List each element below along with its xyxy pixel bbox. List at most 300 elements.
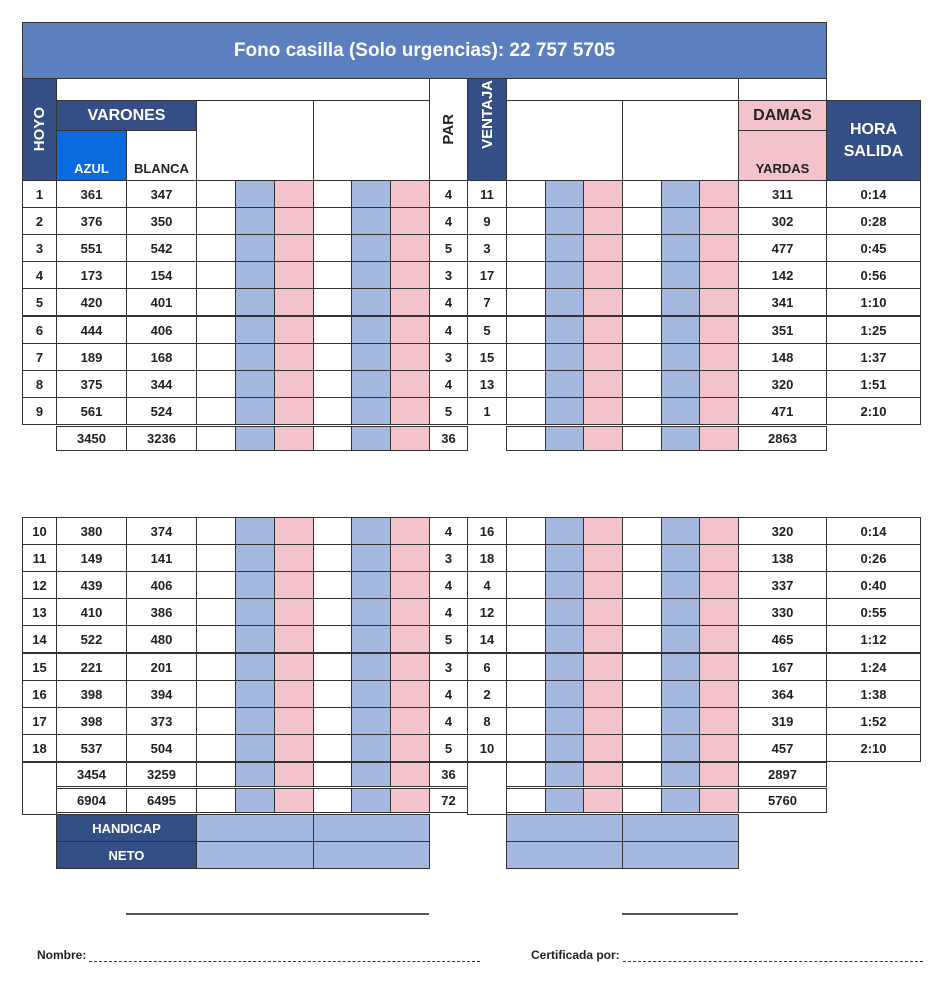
score-cell[interactable] <box>583 180 623 208</box>
score-cell[interactable] <box>235 653 275 681</box>
score-cell[interactable] <box>622 571 662 599</box>
score-cell[interactable] <box>661 598 700 626</box>
score-cell[interactable] <box>699 234 739 262</box>
nombre-field-line[interactable] <box>89 953 480 962</box>
score-cell[interactable] <box>235 517 275 545</box>
score-cell[interactable] <box>506 261 546 289</box>
par-value: 4 <box>429 707 468 735</box>
score-cell[interactable] <box>506 653 546 681</box>
score-cell[interactable] <box>351 426 391 451</box>
score-cell[interactable] <box>506 180 546 208</box>
score-cell[interactable] <box>699 734 739 762</box>
signature-line-player[interactable] <box>126 913 429 915</box>
handicap-cell[interactable] <box>196 814 314 842</box>
header-hoyo <box>22 78 57 181</box>
score-cell[interactable] <box>699 207 739 235</box>
score-cell[interactable] <box>351 261 391 289</box>
score-cell[interactable] <box>699 397 739 425</box>
score-cell[interactable] <box>235 207 275 235</box>
score-cell[interactable] <box>622 707 662 735</box>
score-cell[interactable] <box>313 598 352 626</box>
total-blanca: 6495 <box>126 788 197 813</box>
score-cell[interactable] <box>699 426 739 451</box>
score-cell[interactable] <box>235 261 275 289</box>
score-cell[interactable] <box>622 370 662 398</box>
score-cell[interactable] <box>661 680 700 708</box>
score-cell[interactable] <box>235 598 275 626</box>
score-cell[interactable] <box>390 517 430 545</box>
score-cell[interactable] <box>583 343 623 371</box>
yardage-damas: 471 <box>738 397 827 425</box>
hora-salida: 0:55 <box>826 598 921 626</box>
score-cell[interactable] <box>506 207 546 235</box>
certificada-field-line[interactable] <box>623 953 923 962</box>
score-cell[interactable] <box>506 762 546 787</box>
score-cell[interactable] <box>661 288 700 316</box>
score-cell[interactable] <box>583 653 623 681</box>
score-cell[interactable] <box>699 762 739 787</box>
score-cell[interactable] <box>274 544 314 572</box>
score-cell[interactable] <box>390 343 430 371</box>
score-cell[interactable] <box>235 234 275 262</box>
score-cell[interactable] <box>313 625 352 653</box>
yardage-azul: 410 <box>56 598 127 626</box>
score-cell[interactable] <box>313 370 352 398</box>
score-cell[interactable] <box>313 426 352 451</box>
score-cell[interactable] <box>235 571 275 599</box>
score-cell[interactable] <box>661 734 700 762</box>
score-cell[interactable] <box>351 762 391 787</box>
score-cell[interactable] <box>351 653 391 681</box>
score-cell[interactable] <box>699 788 739 813</box>
score-cell[interactable] <box>196 653 236 681</box>
score-cell[interactable] <box>313 517 352 545</box>
score-cell[interactable] <box>622 517 662 545</box>
score-cell[interactable] <box>583 680 623 708</box>
score-cell[interactable] <box>235 343 275 371</box>
score-cell[interactable] <box>583 707 623 735</box>
score-cell[interactable] <box>351 343 391 371</box>
nombre-field-label: Nombre: <box>37 948 87 962</box>
score-cell[interactable] <box>699 544 739 572</box>
player-name-row-right[interactable] <box>506 78 739 101</box>
score-cell[interactable] <box>196 517 236 545</box>
score-cell[interactable] <box>274 680 314 708</box>
score-cell[interactable] <box>545 370 584 398</box>
score-cell[interactable] <box>390 653 430 681</box>
score-cell[interactable] <box>274 234 314 262</box>
score-cell[interactable] <box>622 625 662 653</box>
score-cell[interactable] <box>545 316 584 344</box>
score-cell[interactable] <box>313 680 352 708</box>
score-cell[interactable] <box>313 288 352 316</box>
score-cell[interactable] <box>699 517 739 545</box>
score-cell[interactable] <box>545 653 584 681</box>
total-damas: 2863 <box>738 426 827 451</box>
score-cell[interactable] <box>545 598 584 626</box>
score-cell[interactable] <box>274 788 314 813</box>
score-cell[interactable] <box>313 343 352 371</box>
score-cell[interactable] <box>274 762 314 787</box>
score-cell[interactable] <box>351 734 391 762</box>
score-cell[interactable] <box>545 397 584 425</box>
score-cell[interactable] <box>196 788 236 813</box>
score-cell[interactable] <box>351 180 391 208</box>
score-cell[interactable] <box>274 517 314 545</box>
score-cell[interactable] <box>390 397 430 425</box>
score-cell[interactable] <box>196 544 236 572</box>
score-cell[interactable] <box>196 625 236 653</box>
score-cell[interactable] <box>235 316 275 344</box>
score-cell[interactable] <box>622 234 662 262</box>
score-cell[interactable] <box>583 261 623 289</box>
score-cell[interactable] <box>545 517 584 545</box>
score-cell[interactable] <box>583 234 623 262</box>
yardage-blanca: 350 <box>126 207 197 235</box>
score-cell[interactable] <box>351 707 391 735</box>
score-cell[interactable] <box>274 734 314 762</box>
score-cell[interactable] <box>274 707 314 735</box>
score-cell[interactable] <box>196 598 236 626</box>
score-cell[interactable] <box>196 288 236 316</box>
ventaja-value: 12 <box>467 598 507 626</box>
score-cell[interactable] <box>699 625 739 653</box>
score-cell[interactable] <box>274 316 314 344</box>
score-cell[interactable] <box>351 370 391 398</box>
score-cell[interactable] <box>274 397 314 425</box>
score-cell[interactable] <box>622 426 662 451</box>
score-cell[interactable] <box>583 762 623 787</box>
score-cell[interactable] <box>506 625 546 653</box>
score-cell[interactable] <box>699 316 739 344</box>
score-cell[interactable] <box>506 234 546 262</box>
score-cell[interactable] <box>274 426 314 451</box>
score-cell[interactable] <box>661 397 700 425</box>
score-cell[interactable] <box>235 426 275 451</box>
score-cell[interactable] <box>545 625 584 653</box>
score-cell[interactable] <box>390 762 430 787</box>
score-cell[interactable] <box>351 316 391 344</box>
score-cell[interactable] <box>506 397 546 425</box>
nombre-field[interactable] <box>37 948 480 962</box>
score-cell[interactable] <box>545 343 584 371</box>
score-cell[interactable] <box>583 598 623 626</box>
score-cell[interactable] <box>313 316 352 344</box>
score-cell[interactable] <box>196 397 236 425</box>
score-cell[interactable] <box>390 680 430 708</box>
score-cell[interactable] <box>274 207 314 235</box>
score-cell[interactable] <box>313 762 352 787</box>
score-cell[interactable] <box>351 544 391 572</box>
score-cell[interactable] <box>506 598 546 626</box>
score-cell[interactable] <box>583 316 623 344</box>
title-banner: Fono casilla (Solo urgencias): 22 757 5705 <box>22 22 827 79</box>
score-cell[interactable] <box>583 397 623 425</box>
score-cell[interactable] <box>351 680 391 708</box>
score-cell[interactable] <box>622 680 662 708</box>
score-cell[interactable] <box>390 207 430 235</box>
score-cell[interactable] <box>196 261 236 289</box>
score-cell[interactable] <box>545 288 584 316</box>
score-cell[interactable] <box>390 370 430 398</box>
score-cell[interactable] <box>313 788 352 813</box>
score-cell[interactable] <box>661 788 700 813</box>
score-cell[interactable] <box>622 261 662 289</box>
handicap-cell[interactable] <box>506 814 623 842</box>
score-cell[interactable] <box>235 544 275 572</box>
score-cell[interactable] <box>390 734 430 762</box>
score-cell[interactable] <box>274 370 314 398</box>
score-cell[interactable] <box>699 680 739 708</box>
score-cell[interactable] <box>196 180 236 208</box>
score-cell[interactable] <box>196 734 236 762</box>
score-cell[interactable] <box>196 234 236 262</box>
score-cell[interactable] <box>506 517 546 545</box>
score-cell[interactable] <box>196 426 236 451</box>
score-cell[interactable] <box>506 788 546 813</box>
score-cell[interactable] <box>235 397 275 425</box>
score-cell[interactable] <box>390 316 430 344</box>
score-cell[interactable] <box>622 653 662 681</box>
score-cell[interactable] <box>235 762 275 787</box>
score-cell[interactable] <box>506 734 546 762</box>
score-cell[interactable] <box>313 653 352 681</box>
score-cell[interactable] <box>196 707 236 735</box>
score-cell[interactable] <box>274 343 314 371</box>
total-par: 36 <box>429 426 468 451</box>
score-cell[interactable] <box>661 653 700 681</box>
ventaja-label: VENTAJA <box>478 80 496 149</box>
score-cell[interactable] <box>699 707 739 735</box>
yardage-damas: 465 <box>738 625 827 653</box>
score-cell[interactable] <box>699 343 739 371</box>
score-cell[interactable] <box>274 598 314 626</box>
score-cell[interactable] <box>351 517 391 545</box>
score-cell[interactable] <box>351 207 391 235</box>
score-cell[interactable] <box>390 544 430 572</box>
player-name-row-left[interactable] <box>56 78 430 101</box>
score-cell[interactable] <box>583 544 623 572</box>
score-cell[interactable] <box>390 234 430 262</box>
score-cell[interactable] <box>545 426 584 451</box>
score-cell[interactable] <box>583 426 623 451</box>
yardage-blanca: 504 <box>126 734 197 762</box>
score-cell[interactable] <box>545 571 584 599</box>
score-cell[interactable] <box>390 707 430 735</box>
score-cell[interactable] <box>274 625 314 653</box>
score-cell[interactable] <box>351 625 391 653</box>
score-cell[interactable] <box>196 343 236 371</box>
score-cell[interactable] <box>661 571 700 599</box>
score-cell[interactable] <box>661 544 700 572</box>
score-cell[interactable] <box>274 571 314 599</box>
score-cell[interactable] <box>661 180 700 208</box>
score-cell[interactable] <box>583 288 623 316</box>
player-3-header[interactable] <box>506 100 623 181</box>
score-cell[interactable] <box>506 288 546 316</box>
neto-cell[interactable] <box>506 841 623 869</box>
score-cell[interactable] <box>661 517 700 545</box>
certificada-field[interactable] <box>531 948 923 962</box>
score-cell[interactable] <box>313 397 352 425</box>
score-cell[interactable] <box>506 571 546 599</box>
score-cell[interactable] <box>313 571 352 599</box>
score-cell[interactable] <box>274 288 314 316</box>
score-cell[interactable] <box>351 288 391 316</box>
score-cell[interactable] <box>545 788 584 813</box>
score-cell[interactable] <box>390 180 430 208</box>
damas-top-blank <box>738 78 827 101</box>
score-cell[interactable] <box>235 288 275 316</box>
score-cell[interactable] <box>235 707 275 735</box>
score-cell[interactable] <box>274 180 314 208</box>
score-cell[interactable] <box>506 316 546 344</box>
score-cell[interactable] <box>235 788 275 813</box>
neto-cell[interactable] <box>622 841 739 869</box>
handicap-cell[interactable] <box>313 814 430 842</box>
score-cell[interactable] <box>313 180 352 208</box>
score-cell[interactable] <box>545 207 584 235</box>
score-cell[interactable] <box>196 316 236 344</box>
score-cell[interactable] <box>506 370 546 398</box>
score-cell[interactable] <box>661 707 700 735</box>
score-cell[interactable] <box>545 234 584 262</box>
score-cell[interactable] <box>622 598 662 626</box>
par-value: 5 <box>429 734 468 762</box>
score-cell[interactable] <box>583 370 623 398</box>
score-cell[interactable] <box>506 343 546 371</box>
score-cell[interactable] <box>545 680 584 708</box>
score-cell[interactable] <box>313 707 352 735</box>
score-cell[interactable] <box>622 544 662 572</box>
score-cell[interactable] <box>235 680 275 708</box>
score-cell[interactable] <box>583 571 623 599</box>
score-cell[interactable] <box>583 517 623 545</box>
score-cell[interactable] <box>545 261 584 289</box>
score-cell[interactable] <box>351 598 391 626</box>
score-cell[interactable] <box>661 316 700 344</box>
yardage-blanca: 524 <box>126 397 197 425</box>
score-cell[interactable] <box>235 734 275 762</box>
signature-line-certifier[interactable] <box>622 913 738 915</box>
par-value: 4 <box>429 680 468 708</box>
score-cell[interactable] <box>545 544 584 572</box>
neto-cell[interactable] <box>313 841 430 869</box>
hora-salida: 0:40 <box>826 571 921 599</box>
score-cell[interactable] <box>661 207 700 235</box>
score-cell[interactable] <box>313 261 352 289</box>
score-cell[interactable] <box>390 288 430 316</box>
score-cell[interactable] <box>196 571 236 599</box>
score-cell[interactable] <box>583 207 623 235</box>
player-4-header[interactable] <box>622 100 739 181</box>
score-cell[interactable] <box>235 180 275 208</box>
score-cell[interactable] <box>235 370 275 398</box>
score-cell[interactable] <box>583 625 623 653</box>
yardage-blanca: 373 <box>126 707 197 735</box>
total-par: 72 <box>429 788 468 813</box>
score-cell[interactable] <box>699 288 739 316</box>
score-cell[interactable] <box>622 397 662 425</box>
hole-number: 7 <box>22 343 57 371</box>
score-cell[interactable] <box>545 707 584 735</box>
score-cell[interactable] <box>274 653 314 681</box>
score-cell[interactable] <box>699 598 739 626</box>
score-cell[interactable] <box>196 207 236 235</box>
score-cell[interactable] <box>545 180 584 208</box>
score-cell[interactable] <box>390 261 430 289</box>
score-cell[interactable] <box>506 680 546 708</box>
score-cell[interactable] <box>622 762 662 787</box>
score-cell[interactable] <box>506 707 546 735</box>
score-cell[interactable] <box>351 788 391 813</box>
score-cell[interactable] <box>506 544 546 572</box>
score-cell[interactable] <box>313 207 352 235</box>
score-cell[interactable] <box>313 544 352 572</box>
score-cell[interactable] <box>699 370 739 398</box>
score-cell[interactable] <box>661 762 700 787</box>
score-cell[interactable] <box>661 370 700 398</box>
player-2-header[interactable] <box>313 100 430 181</box>
score-cell[interactable] <box>583 788 623 813</box>
score-cell[interactable] <box>545 762 584 787</box>
handicap-cell[interactable] <box>622 814 739 842</box>
hole-number: 1 <box>22 180 57 208</box>
score-cell[interactable] <box>545 734 584 762</box>
score-cell[interactable] <box>390 598 430 626</box>
score-cell[interactable] <box>622 316 662 344</box>
score-cell[interactable] <box>661 234 700 262</box>
score-cell[interactable] <box>583 734 623 762</box>
score-cell[interactable] <box>274 261 314 289</box>
score-cell[interactable] <box>390 571 430 599</box>
score-cell[interactable] <box>622 788 662 813</box>
score-cell[interactable] <box>196 680 236 708</box>
yardage-damas: 364 <box>738 680 827 708</box>
score-cell[interactable] <box>699 571 739 599</box>
score-cell[interactable] <box>313 234 352 262</box>
score-cell[interactable] <box>661 625 700 653</box>
score-cell[interactable] <box>351 571 391 599</box>
hora-salida: 1:12 <box>826 625 921 653</box>
score-cell[interactable] <box>196 370 236 398</box>
yardage-damas: 142 <box>738 261 827 289</box>
score-cell[interactable] <box>699 261 739 289</box>
score-cell[interactable] <box>622 180 662 208</box>
neto-cell[interactable] <box>196 841 314 869</box>
score-cell[interactable] <box>661 426 700 451</box>
score-cell[interactable] <box>351 397 391 425</box>
score-cell[interactable] <box>506 426 546 451</box>
yardage-damas: 311 <box>738 180 827 208</box>
score-cell[interactable] <box>390 426 430 451</box>
player-1-header[interactable] <box>196 100 314 181</box>
score-cell[interactable] <box>622 288 662 316</box>
score-cell[interactable] <box>351 234 391 262</box>
score-cell[interactable] <box>622 734 662 762</box>
score-cell[interactable] <box>390 788 430 813</box>
score-cell[interactable] <box>196 762 236 787</box>
score-cell[interactable] <box>661 343 700 371</box>
score-cell[interactable] <box>390 625 430 653</box>
score-cell[interactable] <box>622 343 662 371</box>
score-cell[interactable] <box>699 653 739 681</box>
score-cell[interactable] <box>235 625 275 653</box>
score-cell[interactable] <box>699 180 739 208</box>
score-cell[interactable] <box>313 734 352 762</box>
score-cell[interactable] <box>661 261 700 289</box>
score-cell[interactable] <box>622 207 662 235</box>
